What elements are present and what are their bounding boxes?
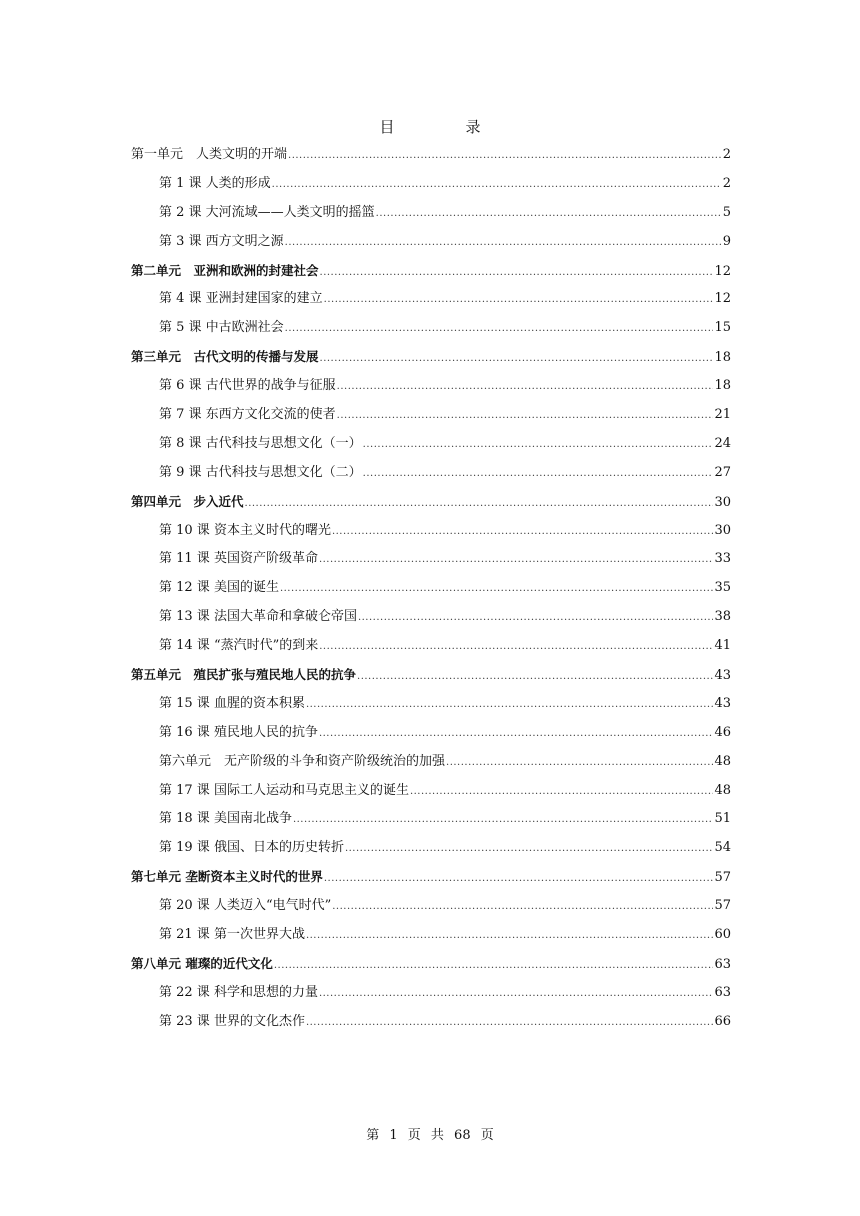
toc-entry-title: 第 19 课 俄国、日本的历史转折 <box>159 840 344 856</box>
toc-lesson-entry[interactable] <box>131 318 731 347</box>
toc-entry-title: 第 21 课 第一次世界大战 <box>159 927 305 943</box>
toc-page-number: 21 <box>714 407 731 423</box>
toc-dot-leader <box>306 926 714 946</box>
toc-page-number: 51 <box>714 811 731 827</box>
toc-lesson-entry[interactable] <box>131 636 731 665</box>
toc-lesson-entry[interactable] <box>131 781 731 810</box>
toc-page-number: 12 <box>714 291 731 307</box>
toc-dot-leader <box>363 435 714 455</box>
toc-dot-leader <box>337 377 714 397</box>
toc-lesson-entry[interactable] <box>131 174 731 203</box>
toc-page-number: 24 <box>714 435 731 451</box>
toc-entry-title: 第四单元 步入近代 <box>131 493 244 509</box>
toc-entry-title: 第 6 课 古代世界的战争与征服 <box>159 378 336 394</box>
toc-entry-title: 第 1 课 人类的形成 <box>159 175 271 191</box>
toc-lesson-entry[interactable] <box>131 723 731 752</box>
toc-entry-title: 第 13 课 法国大革命和拿破仑帝国 <box>159 609 357 625</box>
toc-unit-entry[interactable] <box>131 954 731 983</box>
toc-page-number: 30 <box>714 494 731 510</box>
toc-entry-title: 第 8 课 古代科技与思想文化（一） <box>159 435 362 451</box>
toc-entry-title: 第 9 课 古代科技与思想文化（二） <box>159 464 362 480</box>
toc-entry-title: 第二单元 亚洲和欧洲的封建社会 <box>131 262 319 278</box>
toc-dot-leader <box>320 349 714 369</box>
toc-lesson-entry[interactable] <box>131 549 731 578</box>
toc-dot-leader <box>280 579 714 599</box>
toc-page-number: 35 <box>714 580 731 596</box>
toc-lesson-entry[interactable] <box>131 203 731 232</box>
toc-dot-leader <box>332 897 713 917</box>
toc-entry-title: 第 22 课 科学和思想的力量 <box>159 984 318 1000</box>
toc-dot-leader <box>357 667 713 687</box>
toc-page-number: 66 <box>714 1013 731 1029</box>
toc-entry-title: 第 2 课 大河流域——人类文明的摇篮 <box>159 204 375 220</box>
toc-dot-leader <box>358 608 714 628</box>
toc-entry-title: 第 20 课 人类迈入“电气时代” <box>159 898 332 914</box>
toc-page-number: 41 <box>714 638 731 654</box>
toc-entry-title: 第 18 课 美国南北战争 <box>159 811 292 827</box>
toc-page-number: 15 <box>714 320 731 336</box>
toc-unit-entry[interactable] <box>131 867 731 896</box>
toc-dot-leader <box>363 464 714 484</box>
toc-lesson-entry[interactable] <box>131 838 731 867</box>
toc-page-number: 46 <box>714 724 731 740</box>
toc-page-number: 12 <box>714 263 731 279</box>
toc-page-number: 43 <box>714 695 731 711</box>
toc-page-number: 54 <box>714 840 731 856</box>
toc-unit-entry[interactable] <box>131 492 731 521</box>
toc-entry-title: 第八单元 璀璨的近代文化 <box>131 955 273 971</box>
toc-dot-leader <box>288 146 721 166</box>
toc-dot-leader <box>319 984 714 1004</box>
toc-lesson-entry[interactable] <box>131 896 731 925</box>
toc-lesson-entry[interactable] <box>131 694 731 723</box>
toc-dot-leader <box>319 724 714 744</box>
toc-dot-leader <box>376 204 721 224</box>
toc-entry-title: 第 4 课 亚洲封建国家的建立 <box>159 291 323 307</box>
toc-lesson-entry[interactable] <box>131 578 731 607</box>
toc-entry-title: 第一单元 人类文明的开端 <box>131 147 288 162</box>
toc-entry-title: 第五单元 殖民扩张与殖民地人民的抗争 <box>131 667 357 683</box>
toc-page-number: 60 <box>714 927 731 943</box>
toc-page-number: 5 <box>722 204 731 220</box>
toc-page-number: 18 <box>714 350 731 366</box>
toc-dot-leader <box>319 550 714 570</box>
toc-entry-title: 第 3 课 西方文明之源 <box>159 233 284 249</box>
toc-page-number: 2 <box>722 175 731 191</box>
toc-lesson-entry[interactable] <box>131 521 731 550</box>
toc-dot-leader <box>345 839 714 859</box>
toc-entry-title: 第 17 课 国际工人运动和马克思主义的诞生 <box>159 782 409 798</box>
toc-dot-leader <box>306 695 714 715</box>
toc-entry-title: 第六单元 无产阶级的斗争和资产阶级统治的加强 <box>159 753 446 769</box>
toc-page-number: 30 <box>714 522 731 538</box>
toc-dot-leader <box>332 522 714 542</box>
toc-entry-title: 第 23 课 世界的文化杰作 <box>159 1013 305 1029</box>
toc-lesson-entry[interactable] <box>131 1012 731 1041</box>
page-footer: 第 1 页 共 68 页 <box>366 1128 494 1143</box>
toc-lesson-entry[interactable] <box>131 434 731 463</box>
toc-page-number: 57 <box>714 898 731 914</box>
toc-entry-title: 第 10 课 资本主义时代的曙光 <box>159 522 331 538</box>
toc-entry-title: 第 7 课 东西方文化交流的使者 <box>159 407 336 423</box>
toc-unit-entry[interactable] <box>131 665 731 694</box>
toc-page-number: 33 <box>714 551 731 567</box>
toc-dot-leader <box>337 406 714 426</box>
toc-unit-entry[interactable] <box>131 145 731 174</box>
toc-entry-title: 第 12 课 美国的诞生 <box>159 580 279 596</box>
toc-lesson-entry[interactable] <box>131 376 731 405</box>
toc-page-number: 9 <box>722 233 731 249</box>
toc-lesson-entry[interactable] <box>131 405 731 434</box>
toc-dot-leader <box>285 233 721 253</box>
toc-dot-leader <box>320 263 714 283</box>
toc-page-number: 48 <box>714 782 731 798</box>
table-of-contents <box>131 145 731 1041</box>
toc-dot-leader <box>272 175 721 195</box>
toc-dot-leader <box>306 1013 714 1033</box>
toc-dot-leader <box>410 782 714 802</box>
toc-dot-leader <box>245 494 714 514</box>
toc-unit-entry[interactable] <box>131 261 731 290</box>
toc-page-number: 57 <box>714 870 731 886</box>
toc-unit-entry[interactable] <box>131 347 731 376</box>
toc-lesson-entry[interactable] <box>131 925 731 954</box>
toc-lesson-entry[interactable] <box>131 607 731 636</box>
toc-dot-leader <box>324 869 714 889</box>
toc-page-number: 48 <box>714 753 731 769</box>
toc-lesson-entry[interactable] <box>131 983 731 1012</box>
toc-dot-leader <box>293 810 714 830</box>
toc-page-number: 63 <box>714 984 731 1000</box>
toc-lesson-entry[interactable] <box>131 289 731 318</box>
toc-entry-title: 第 15 课 血腥的资本积累 <box>159 695 305 711</box>
toc-entry-title: 第 5 课 中古欧洲社会 <box>159 320 284 336</box>
toc-dot-leader <box>285 319 714 339</box>
page-title: 目 录 <box>379 118 509 136</box>
toc-lesson-entry[interactable] <box>131 232 731 261</box>
toc-entry-title: 第 16 课 殖民地人民的抗争 <box>159 724 318 740</box>
toc-dot-leader <box>274 956 714 976</box>
toc-dot-leader <box>319 637 713 657</box>
toc-page-number: 43 <box>714 668 731 684</box>
toc-lesson-entry[interactable] <box>131 809 731 838</box>
toc-entry-title: 第七单元 垄断资本主义时代的世界 <box>131 869 323 885</box>
toc-entry-title: 第 11 课 英国资产阶级革命 <box>159 551 318 567</box>
toc-entry-title: 第三单元 古代文明的传播与发展 <box>131 349 319 365</box>
toc-page-number: 63 <box>714 956 731 972</box>
toc-lesson-entry[interactable] <box>131 463 731 492</box>
toc-dot-leader <box>324 290 714 310</box>
toc-page-number: 18 <box>714 378 731 394</box>
toc-dot-leader <box>446 753 713 773</box>
toc-page-number: 2 <box>722 147 731 162</box>
toc-page-number: 27 <box>714 464 731 480</box>
toc-page-number: 38 <box>714 609 731 625</box>
toc-entry-title: 第 14 课 “蒸汽时代”的到来 <box>159 638 319 654</box>
toc-lesson-entry[interactable] <box>131 752 731 781</box>
